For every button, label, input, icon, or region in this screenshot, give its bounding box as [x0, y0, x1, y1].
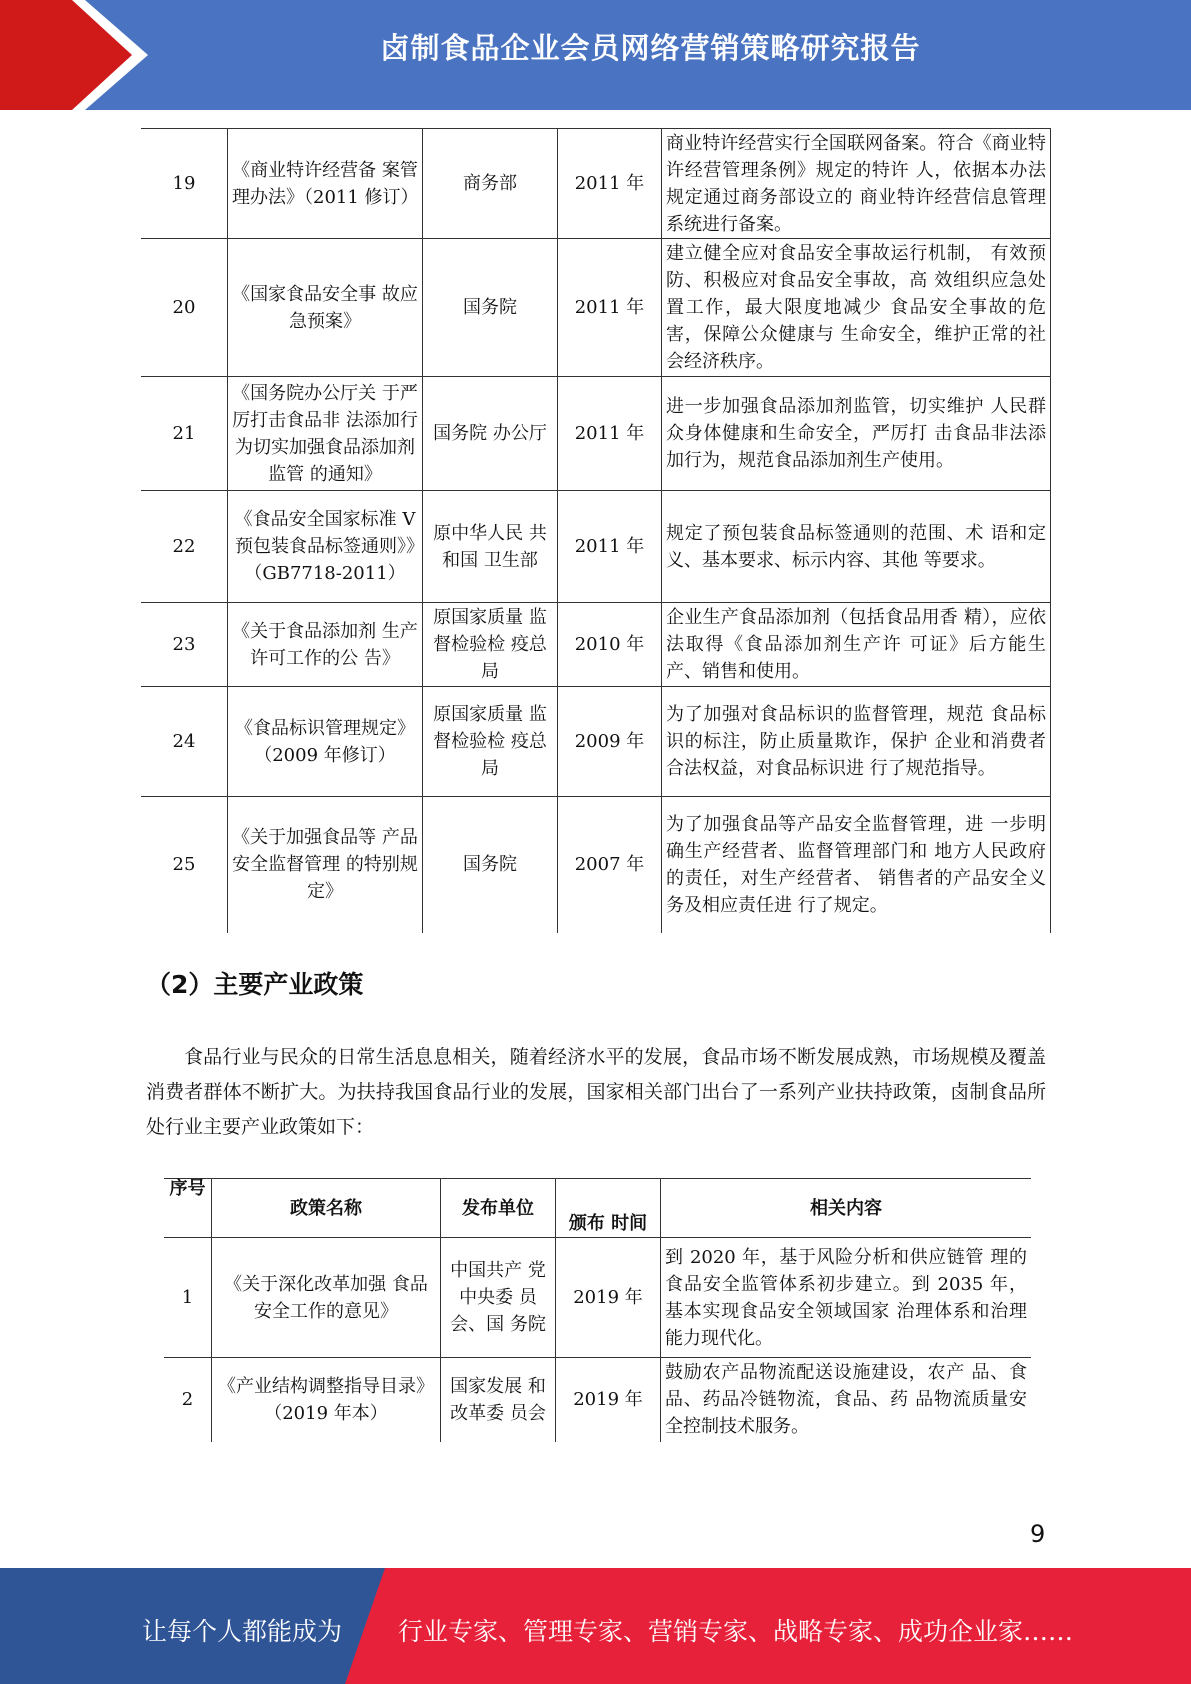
regulation-name: 《关于加强食品等 产品安全监督管理 的特别规定》 [228, 797, 423, 933]
issuing-unit: 商务部 [423, 129, 558, 239]
regulation-description: 企业生产食品添加剂（包括食品用香 精），应依法取得《食品添加剂生产许 可证》后方能生产、销售和使用。 [662, 603, 1051, 687]
row-number: 19 [141, 129, 228, 239]
row-number: 2 [164, 1358, 212, 1442]
table-row [164, 1238, 1031, 1358]
table-row [141, 797, 1051, 933]
regulation-name: 《商业特许经营备 案管理办法》（2011 修订） [228, 129, 423, 239]
regulation-description: 为了加强食品等产品安全监督管理，进 一步明确生产经营者、监督管理部门和 地方人民政府的责任，对生产经营者、 销售者的产品安全义务及相应责任进 行了规定。 [662, 797, 1051, 933]
column-header-number: 序号 [164, 1179, 212, 1238]
table-row [141, 687, 1051, 797]
column-header-content: 相关内容 [661, 1179, 1032, 1238]
report-title: 卤制食品企业会员网络营销策略研究报告 [380, 31, 921, 65]
issue-time: 2010 年 [558, 603, 662, 687]
regulation-name: 《食品标识管理规定》（2009 年修订） [228, 687, 423, 797]
issuing-unit: 原国家质量 监督检验检 疫总局 [423, 603, 558, 687]
regulation-description: 建立健全应对食品安全事故运行机制， 有效预防、积极应对食品安全事故，高 效组织应急处置工作，最大限度地减少 食品安全事故的危害，保障公众健康与 生命安全，维护正常的社会经济秩序。 [662, 239, 1051, 377]
issuing-unit: 国务院 [423, 797, 558, 933]
row-number: 20 [141, 239, 228, 377]
regulation-description: 进一步加强食品添加剂监管，切实维护 人民群众身体健康和生命安全，严厉打 击食品非法添加行为，规范食品添加剂生产使用。 [662, 377, 1051, 491]
row-number: 24 [141, 687, 228, 797]
policy-name: 《关于深化改革加强 食品安全工作的意见》 [212, 1238, 441, 1358]
regulation-name: 《国务院办公厅关 于严厉打击食品非 法添加行为切实加强食品添加剂监管 的通知》 [228, 377, 423, 491]
row-number: 25 [141, 797, 228, 933]
row-number: 21 [141, 377, 228, 491]
table-row [141, 377, 1051, 491]
section-heading: （2）主要产业政策 [146, 970, 364, 999]
regulation-description: 为了加强对食品标识的监督管理，规范 食品标识的标注，防止质量欺诈，保护 企业和消费者合法权益，对食品标识进 行了规范指导。 [662, 687, 1051, 797]
column-header-time: 颁布 时间 [556, 1179, 661, 1238]
policy-table [164, 1178, 1031, 1442]
issuing-unit: 原国家质量 监督检验检 疫总局 [423, 687, 558, 797]
issue-time: 2011 年 [558, 129, 662, 239]
policy-description: 到 2020 年，基于风险分析和供应链管 理的食品安全监管体系初步建立。到 2035 年，基本实现食品安全领域国家 治理体系和治理能力现代化。 [661, 1238, 1032, 1358]
policy-description: 鼓励农产品物流配送设施建设，农产 品、食品、药品冷链物流，食品、药 品物流质量安全控制技术服务。 [661, 1358, 1032, 1442]
column-header-name: 政策名称 [212, 1179, 441, 1238]
column-header-unit: 发布单位 [441, 1179, 556, 1238]
body-paragraph: 食品行业与民众的日常生活息息相关，随着经济水平的发展，食品市场不断发展成熟，市场规模及覆盖消费者群体不断扩大。为扶持我国食品行业的发展，国家相关部门出台了一系列产业扶持政策，卤制食品所处行业主要产业政策如下： [146, 1046, 1046, 1138]
issue-time: 2009 年 [558, 687, 662, 797]
regulation-name: 《国家食品安全事 故应急预案》 [228, 239, 423, 377]
issue-time: 2019 年 [556, 1358, 661, 1442]
table-row [164, 1358, 1031, 1442]
regulation-name: 《食品安全国家标准 V 预包装食品标签通则》》（GB7718-2011） [228, 491, 423, 603]
regulation-description: 规定了预包装食品标签通则的范围、术 语和定义、基本要求、标示内容、其他 等要求。 [662, 491, 1051, 603]
issuing-unit: 国务院 [423, 239, 558, 377]
issuing-unit: 国务院 办公厅 [423, 377, 558, 491]
regulation-description: 商业特许经营实行全国联网备案。符合《商业特许经营管理条例》规定的特许 人，依据本办法规定通过商务部设立的 商业特许经营信息管理系统进行备案。 [662, 129, 1051, 239]
row-number: 23 [141, 603, 228, 687]
table-row [141, 603, 1051, 687]
issuing-unit: 国家发展 和改革委 员会 [441, 1358, 556, 1442]
policy-name: 《产业结构调整指导目录》（2019 年本） [212, 1358, 441, 1442]
issue-time: 2007 年 [558, 797, 662, 933]
issue-time: 2011 年 [558, 377, 662, 491]
table-header-row [164, 1179, 1031, 1238]
issue-time: 2011 年 [558, 491, 662, 603]
table-row [141, 491, 1051, 603]
table-row [141, 129, 1051, 239]
issuing-unit: 原中华人民 共和国 卫生部 [423, 491, 558, 603]
issue-time: 2011 年 [558, 239, 662, 377]
page-number: 9 [1030, 1520, 1046, 1548]
regulation-name: 《关于食品添加剂 生产许可工作的公 告》 [228, 603, 423, 687]
header-chevron-logo [0, 0, 150, 110]
footer-slogan-right: 行业专家、管理专家、营销专家、战略专家、成功企业家…… [398, 1617, 1074, 1646]
page-header [0, 0, 1191, 110]
table-row [141, 239, 1051, 377]
issuing-unit: 中国共产 党中央委 员会、国 务院 [441, 1238, 556, 1358]
regulation-table [141, 128, 1051, 933]
row-number: 22 [141, 491, 228, 603]
row-number: 1 [164, 1238, 212, 1358]
footer-slogan-left: 让每个人都能成为 [142, 1617, 343, 1646]
issue-time: 2019 年 [556, 1238, 661, 1358]
